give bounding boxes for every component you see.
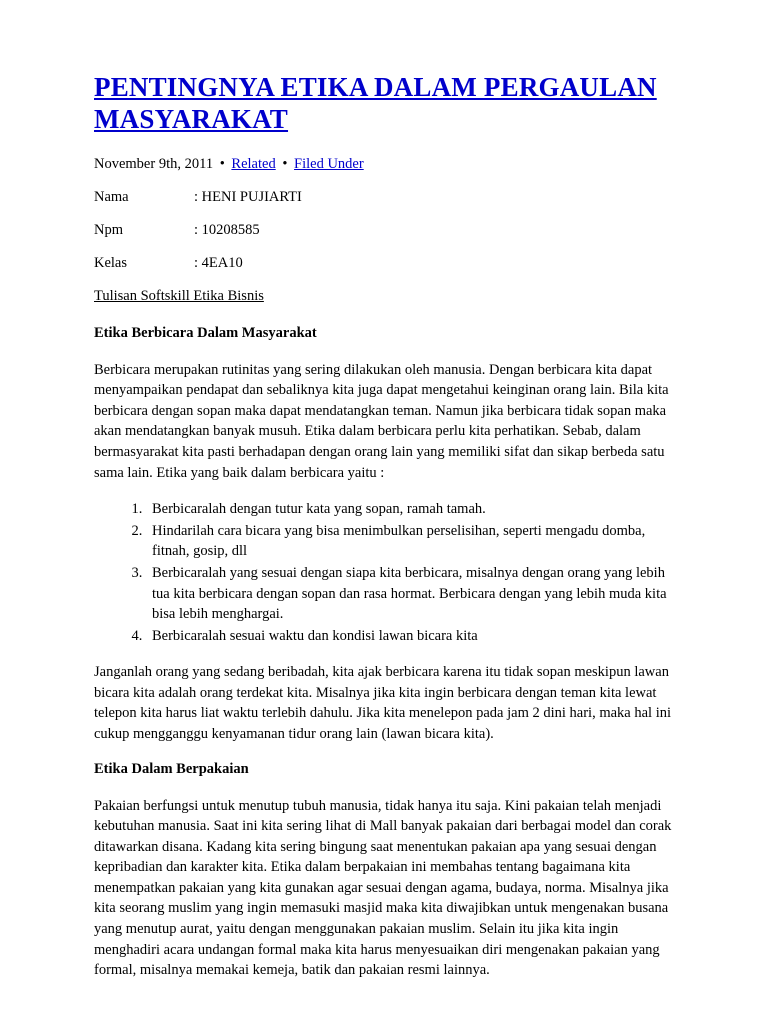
meta-separator-1: • <box>219 155 225 172</box>
post-date: November 9th, 2011 <box>94 155 214 172</box>
info-row-kelas <box>94 255 672 272</box>
info-row-npm <box>94 222 672 239</box>
info-label-nama: Nama <box>94 188 129 205</box>
section2-paragraph-1: Pakaian berfungsi untuk menutup tubuh manusia, tidak hanya itu saja. Kini pakaian telah menjadi kebutuhan manusia. Saat ini kita sering lihat di Mall banyak pakaian dari berbagai model dan corak ditawarkan disana. Kadang kita sering bingung saat menentukan pakaian apa yang sesuai dengan kepribadian dan karakter kita. Etika dalam berpakaian ini membahas tentang bagaimana kita menempatkan pakaian yang kita gunakan agar sesuai dengan agama, budaya, norma. Misalnya jika kita seorang muslim yang ingin memasuki masjid maka kita diwajibkan untuk mengenakan busana yang menutup aurat, yaitu dengan menggunakan pakaian muslim. Selain itu jika kita ingin menghadiri acara undangan formal maka kita harus menyesuaikan diri mengenakan pakaian yang formal, misalnya memakai kemeja, batik dan pakaian resmi lainnya. <box>94 797 672 979</box>
info-row-nama <box>94 189 672 206</box>
info-label-npm: Npm <box>94 221 123 238</box>
section-heading-berpakaian: Etika Dalam Berpakaian <box>94 760 249 777</box>
page-title: PENTINGNYA ETIKA DALAM PERGAULAN MASYARAKAT <box>94 72 657 134</box>
etika-berbicara-list <box>94 499 672 646</box>
related-link[interactable]: Related <box>231 155 276 172</box>
meta-separator-2: • <box>282 155 288 172</box>
list-item: 3. Berbicaralah yang sesuai dengan siapa kita berbicara, misalnya dengan orang yang lebih tua kita berbicara dengan sopan dan rasa hormat. Berbicara dengan yang lebih muda kita bisa lebih menghargai. <box>146 563 672 625</box>
info-value-kelas: : 4EA10 <box>194 254 243 271</box>
section1-paragraph-1: Berbicara merupakan rutinitas yang sering dilakukan oleh manusia. Dengan berbicara kita dapat menyampaikan pendapat dan sebaliknya kita juga dapat mengetahui keinginan orang lain. Bila kita berbicara dengan sopan maka dapat mendatangkan teman. Namun jika berbicara tidak sopan maka akan mendatangkan banyak musuh. Etika dalam berbicara perlu kita perhatikan. Sebab, dalam bermasyarakat kita pasti berhadapan dengan orang lain yang memiliki sifat dan sikap berbeda satu sama lain. Etika yang baik dalam berbicara yaitu : <box>94 361 669 481</box>
document-subtitle: Tulisan Softskill Etika Bisnis <box>94 287 264 304</box>
filed-under-link[interactable]: Filed Under <box>294 155 364 172</box>
list-item: 2. Hindarilah cara bicara yang bisa menimbulkan perselisihan, seperti mengadu domba, fitnah, gosip, dll <box>146 521 672 562</box>
list-item: 1. Berbicaralah dengan tutur kata yang sopan, ramah tamah. <box>146 499 672 520</box>
post-meta <box>94 156 672 173</box>
info-label-kelas: Kelas <box>94 254 128 271</box>
list-item: 4. Berbicaralah sesuai waktu dan kondisi lawan bicara kita <box>146 626 672 647</box>
info-value-npm: : 10208585 <box>194 221 260 238</box>
info-value-nama: : HENI PUJIARTI <box>194 188 302 205</box>
section1-paragraph-2: Janganlah orang yang sedang beribadah, kita ajak berbicara karena itu tidak sopan meskipun lawan bicara kita adalah orang terdekat kita. Misalnya jika kita ingin berbicara dengan teman kita lewat telepon kita harus liat waktu terlebih dahulu. Jika kita menelepon pada jam 2 dini hari, maka hal ini cukup mengganggu kenyamanan tidur orang lain (lawan bicara kita). <box>94 664 672 742</box>
section-heading-berbicara: Etika Berbicara Dalam Masyarakat <box>94 324 317 341</box>
